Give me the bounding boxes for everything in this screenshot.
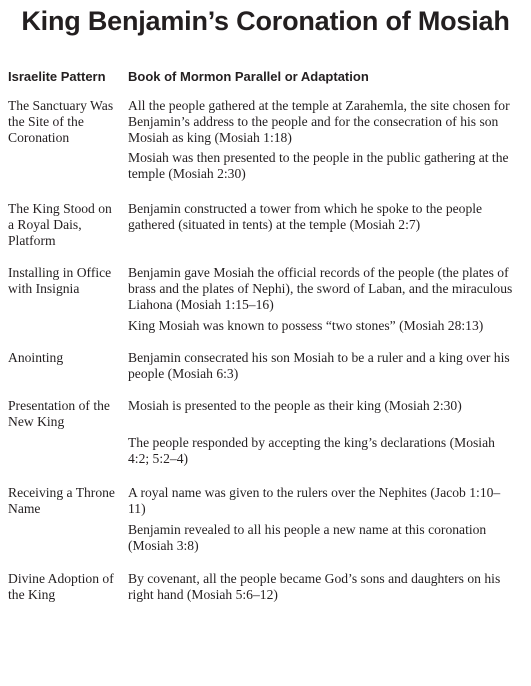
row-1-pattern: The Sanctuary Was the Site of the Coronation <box>8 98 114 145</box>
row-5-parallel-1: Mosiah is presented to the people as their king (Mosiah 2:30) <box>128 398 462 413</box>
page-title: King Benjamin’s Coronation of Mosiah <box>21 6 510 36</box>
row-6-parallel-2: Benjamin revealed to all his people a new name at this coronation (Mosiah 3:8) <box>128 522 487 553</box>
column-header-pattern: Israelite Pattern <box>8 69 106 84</box>
row-4-pattern: Anointing <box>8 350 64 365</box>
row-3-parallel-2: King Mosiah was known to possess “two stones” (Mosiah 28:13) <box>128 318 484 333</box>
row-3-parallel-1: Benjamin gave Mosiah the official records of the people (the plates of brass and the plates of Nephi), the sword of Laban, and the miraculous Liahona (Mosiah 1:15–16) <box>128 265 513 312</box>
row-4-parallel-1: Benjamin consecrated his son Mosiah to be a ruler and a king over his people (Mosiah 6:3) <box>128 350 510 381</box>
column-header-parallel: Book of Mormon Parallel or Adaptation <box>128 69 369 84</box>
row-6-pattern: Receiving a Throne Name <box>8 485 115 516</box>
row-7-pattern: Divine Adoption of the King <box>8 571 114 602</box>
row-5-pattern: Presentation of the New King <box>8 398 110 429</box>
row-2-parallel-1: Benjamin constructed a tower from which he spoke to the people gathered (situated in tents) at the temple (Mosiah 2:7) <box>128 201 483 232</box>
row-1-parallel-2: Mosiah was then presented to the people in the public gathering at the temple (Mosiah 2:30) <box>128 150 509 181</box>
row-6-parallel-1: A royal name was given to the rulers over the Nephites (Jacob 1:10–11) <box>128 485 501 516</box>
row-3-pattern: Installing in Office with Insignia <box>8 265 112 296</box>
row-1-parallel-1: All the people gathered at the temple at Zarahemla, the site chosen for Benjamin’s address to the people and for the consecration of his son Mosiah as king (Mosiah 1:18) <box>128 98 510 145</box>
row-7-parallel-1: By covenant, all the people became God’s sons and daughters on his right hand (Mosiah 5:6–12) <box>128 571 501 602</box>
row-5-parallel-2: The people responded by accepting the king’s declarations (Mosiah 4:2; 5:2–4) <box>128 435 495 466</box>
row-2-pattern: The King Stood on a Royal Dais, Platform <box>8 201 112 248</box>
